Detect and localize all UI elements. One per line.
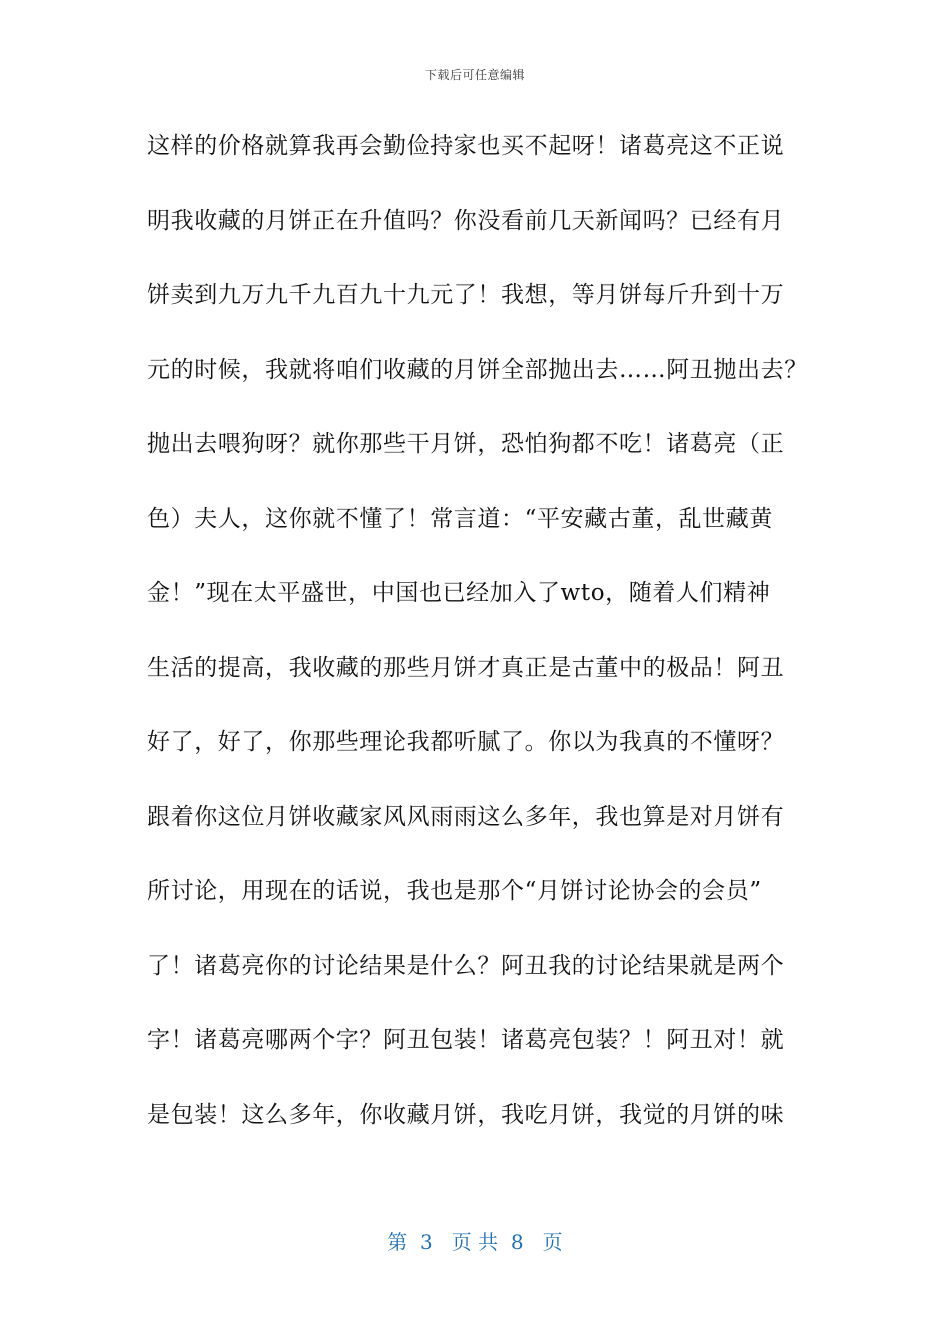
body-line: 抛出去喂狗呀？就你那些干月饼，恐怕狗都不吃！诸葛亮（正 bbox=[147, 431, 785, 457]
page-header: 下载后可任意编辑 bbox=[424, 68, 525, 82]
page-number-footer: 第 3 页 共 8 页 bbox=[387, 1230, 563, 1254]
body-line: 所讨论，用现在的话说，我也是那个“月饼讨论协会的会员” bbox=[147, 878, 762, 904]
body-line: 金！”现在太平盛世，中国也已经加入了wto，随着人们精神 bbox=[147, 580, 771, 606]
document-body bbox=[147, 126, 807, 1169]
body-line: 色）夫人，这你就不懂了！常言道：“平安藏古董，乱世藏黄 bbox=[147, 505, 773, 532]
body-line: 了！诸葛亮你的讨论结果是什么？阿丑我的讨论结果就是两个 bbox=[147, 952, 785, 979]
body-line: 好了，好了，你那些理论我都听腻了。你以为我真的不懂呀？ bbox=[147, 729, 785, 755]
body-line: 饼卖到九万九千九百九十九元了！我想，等月饼每斤升到十万 bbox=[147, 282, 785, 308]
body-line: 明我收藏的月饼正在升值吗？你没看前几天新闻吗？已经有月 bbox=[147, 207, 785, 234]
body-line: 字！诸葛亮哪两个字？阿丑包装！诸葛亮包装？！阿丑对！就 bbox=[147, 1027, 785, 1053]
body-line: 这样的价格就算我再会勤俭持家也买不起呀！诸葛亮这不正说 bbox=[147, 133, 785, 159]
body-line: 生活的提高，我收藏的那些月饼才真正是古董中的极品！阿丑 bbox=[147, 654, 785, 681]
body-line: 元的时候，我就将咱们收藏的月饼全部抛出去……阿丑抛出去？ bbox=[147, 356, 808, 383]
body-line: 跟着你这位月饼收藏家风风雨雨这么多年，我也算是对月饼有 bbox=[147, 803, 785, 830]
body-line: 是包装！这么多年，你收藏月饼，我吃月饼，我觉的月饼的味 bbox=[147, 1101, 785, 1128]
